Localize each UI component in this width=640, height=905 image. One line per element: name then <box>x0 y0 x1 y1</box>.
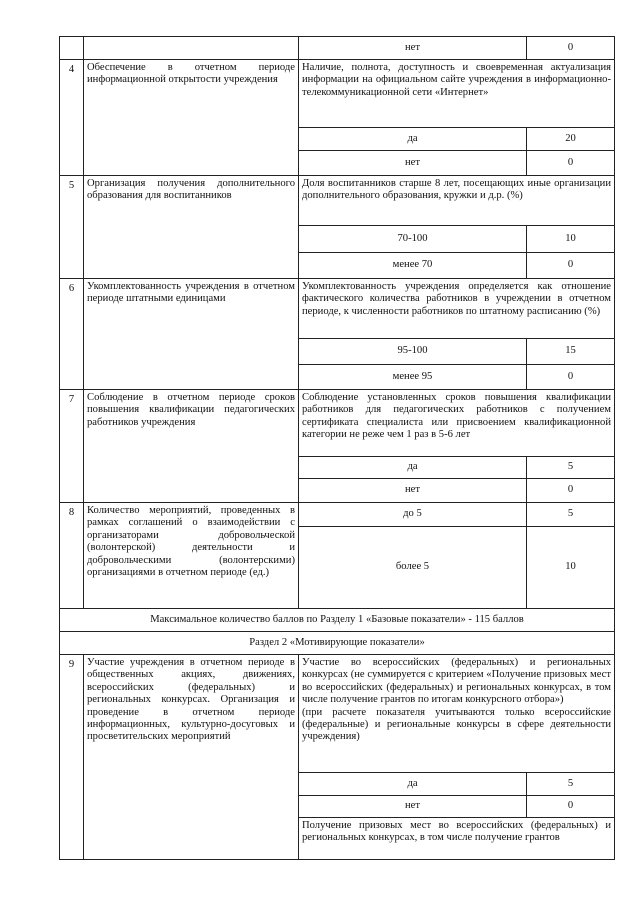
row-number-cell: 8 <box>60 503 84 609</box>
score-cell: 0 <box>527 479 615 503</box>
criterion-cell: Количество мероприятий, проведенных в рамках соглашений о взаимодействии с организаторами добровольческой (волонтерской) деятельности и добровольческими (волонтерскими) организациями в отчетном периоде (ед.) <box>84 503 299 609</box>
score-cell: 10 <box>527 527 615 609</box>
table-row <box>60 390 615 457</box>
option-cell: 70-100 <box>299 226 527 253</box>
row-number-cell: 6 <box>60 279 84 390</box>
section1-max-score: Максимальное количество баллов по Разделу 1 «Базовые показатели» - 115 баллов <box>60 609 615 632</box>
option-cell: нет <box>299 151 527 176</box>
table-row <box>60 176 615 226</box>
criteria-table <box>59 36 615 860</box>
option-cell: менее 95 <box>299 365 527 390</box>
indicator-cell: Соблюдение установленных сроков повышения квалификации работников для педагогических работников с получением сертификата специалиста или присвоением квалификационной категории не реже чем 1 раз в 5-6 лет <box>299 390 615 457</box>
option-cell: более 5 <box>299 527 527 609</box>
row-number-cell: 7 <box>60 390 84 503</box>
score-cell: 0 <box>527 796 615 818</box>
score-cell: 5 <box>527 503 615 527</box>
criterion-cell: Укомплектованность учреждения в отчетном периоде штатными единицами <box>84 279 299 390</box>
option-cell: нет <box>299 479 527 503</box>
option-cell: менее 70 <box>299 253 527 279</box>
option-cell: нет <box>299 37 527 60</box>
score-cell: 15 <box>527 339 615 365</box>
row-number-cell: 5 <box>60 176 84 279</box>
score-cell: 10 <box>527 226 615 253</box>
row-number-cell <box>60 37 84 60</box>
score-cell: 0 <box>527 365 615 390</box>
table-row <box>60 632 615 655</box>
score-cell: 20 <box>527 128 615 151</box>
option-cell: да <box>299 128 527 151</box>
indicator-text-a: Участие во всероссийских (федеральных) и региональных конкурсах (не суммируется с критерием «Получение призовых мест во всероссийских (федеральных) и региональных конкурсах, в том числе получение грантов по итогам конкурсного отбора») <box>302 657 611 706</box>
table-row <box>60 37 615 60</box>
table-row <box>60 60 615 128</box>
option-cell: нет <box>299 796 527 818</box>
indicator-cell: Наличие, полнота, доступность и своевременная актуализация информации на официальном сайте учреждения в информационно-телекоммуникационной сети «Интернет» <box>299 60 615 128</box>
option-cell: 95-100 <box>299 339 527 365</box>
indicator-cell: Укомплектованность учреждения определяется как отношение фактического количества работников в учреждении в отчетном периоде, к численности работников по штатному расписанию (%) <box>299 279 615 339</box>
criterion-cell <box>84 37 299 60</box>
criterion-cell: Соблюдение в отчетном периоде сроков повышения квалификации педагогических работников учреждения <box>84 390 299 503</box>
table-row <box>60 279 615 339</box>
table-row <box>60 503 615 527</box>
score-cell: 0 <box>527 151 615 176</box>
row-number-cell: 4 <box>60 60 84 176</box>
option-cell: да <box>299 457 527 479</box>
criterion-cell: Обеспечение в отчетном периоде информационной открытости учреждения <box>84 60 299 176</box>
option-cell: до 5 <box>299 503 527 527</box>
score-cell: 0 <box>527 253 615 279</box>
criterion-cell: Организация получения дополнительного образования для воспитанников <box>84 176 299 279</box>
score-cell: 5 <box>527 773 615 796</box>
score-cell: 0 <box>527 37 615 60</box>
indicator-text-b: (при расчете показателя учитываются только всероссийские (федеральные) и региональные конкурсы в сфере деятельности учреждения) <box>302 706 611 743</box>
table-row <box>60 609 615 632</box>
indicator-cell: Доля воспитанников старше 8 лет, посещающих иные организации дополнительного образования, кружки и д.р. (%) <box>299 176 615 226</box>
indicator-cell: Получение призовых мест во всероссийских (федеральных) и региональных конкурсах, в том числе получение грантов <box>299 818 615 860</box>
row-number-cell: 9 <box>60 655 84 860</box>
criterion-cell: Участие учреждения в отчетном периоде в общественных акциях, движениях, всероссийских (федеральных) и региональных конкурсах. Организация и проведение в отчетном периоде информационных, культурно-досуговых и просветительских мероприятий <box>84 655 299 860</box>
section2-title: Раздел 2 «Мотивирующие показатели» <box>60 632 615 655</box>
score-cell: 5 <box>527 457 615 479</box>
table-row <box>60 655 615 773</box>
indicator-cell <box>299 655 615 773</box>
option-cell: да <box>299 773 527 796</box>
